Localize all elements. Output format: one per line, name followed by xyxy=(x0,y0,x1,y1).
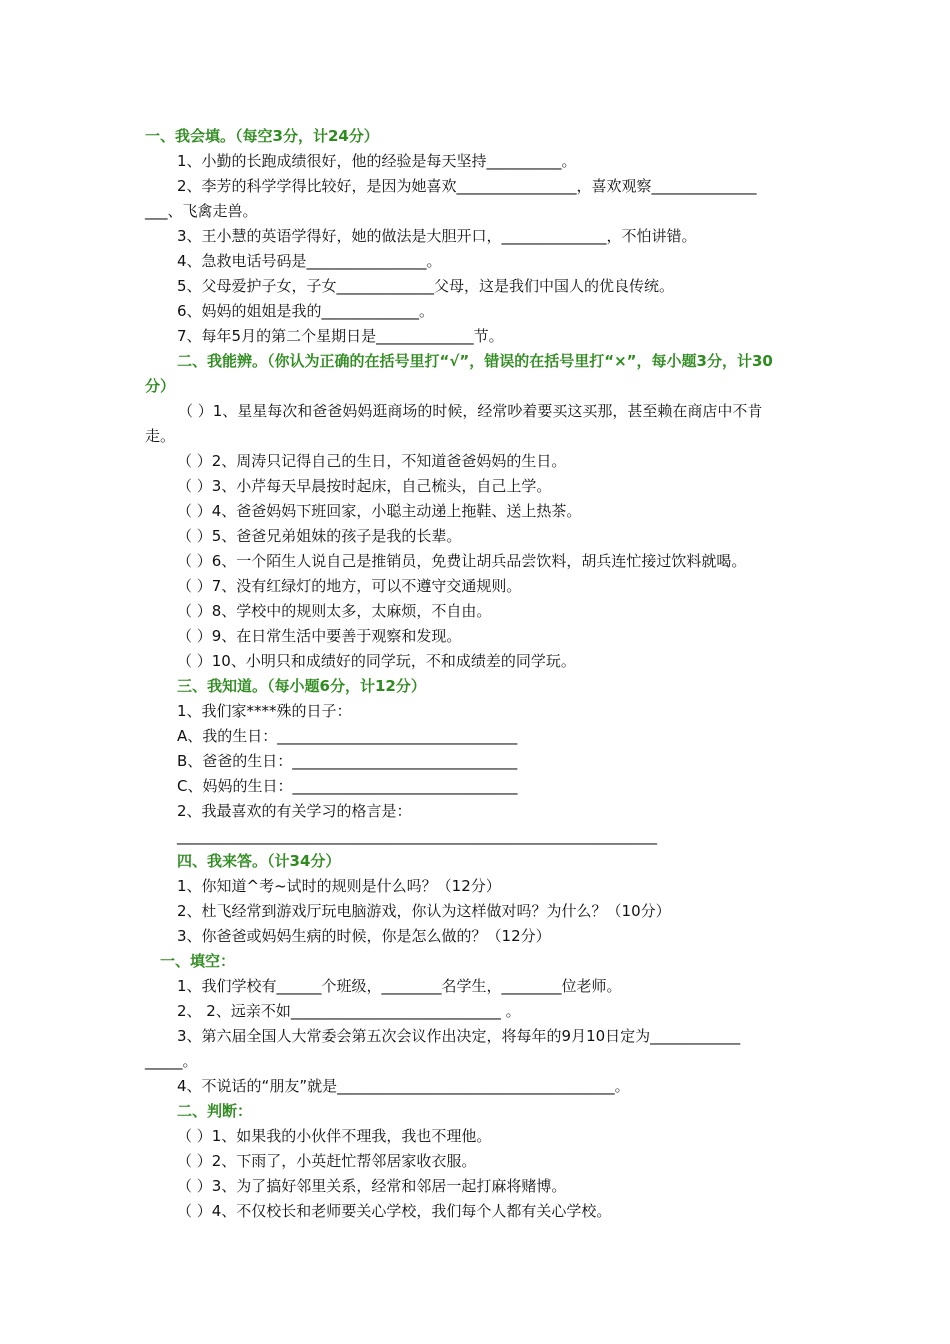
section-2-heading-line2: 分） xyxy=(145,377,176,395)
s6-q2: （ ）2、下雨了，小英赶忙帮邻居家收衣服。 xyxy=(177,1152,477,1170)
s6-q3: （ ）3、为了搞好邻里关系，经常和邻居一起打麻将赌博。 xyxy=(177,1177,567,1195)
s2-q1-line1: （ ）1、星星每次和爸爸妈妈逛商场的时候，经常吵着要买这买那，甚至赖在商店中不肯 xyxy=(178,402,763,420)
s5-q4: 4、不说话的“朋友”就是_____________________________________。 xyxy=(177,1077,630,1095)
section-6-heading: 二、判断： xyxy=(177,1102,253,1120)
s2-q3: （ ）3、小芹每天早晨按时起床，自己梳头，自己上学。 xyxy=(177,477,552,495)
s1-q2-line1: 2、李芳的科学学得比较好，是因为她喜欢________________，喜欢观察______________ xyxy=(177,177,757,195)
s5-q3-line2: _____。 xyxy=(145,1052,198,1070)
s1-q1: 1、小勤的长跑成绩很好，他的经验是每天坚持__________。 xyxy=(177,152,577,170)
s1-q5: 5、父母爱护子女，子女_____________父母，这是我们中国人的优良传统。 xyxy=(177,277,675,295)
s3-q2-answer-line: ________________________________________________________________ xyxy=(177,827,657,845)
s3-q1-c: C、妈妈的生日：______________________________ xyxy=(177,777,518,795)
s2-q7: （ ）7、没有红绿灯的地方，可以不遵守交通规则。 xyxy=(177,577,522,595)
s2-q8: （ ）8、学校中的规则太多，太麻烦，不自由。 xyxy=(177,602,492,620)
s1-q4: 4、急救电话号码是________________。 xyxy=(177,252,442,270)
s2-q5: （ ）5、爸爸兄弟姐妹的孩子是我的长辈。 xyxy=(177,527,462,545)
s5-q3-line1: 3、第六届全国人大常委会第五次会议作出决定，将每年的9月10日定为____________ xyxy=(177,1027,741,1045)
s5-q2: 2、 2、远亲不如____________________________ 。 xyxy=(177,1002,521,1020)
s2-q4: （ ）4、爸爸妈妈下班回家，小聪主动递上拖鞋、送上热茶。 xyxy=(177,502,582,520)
s1-q6: 6、妈妈的姐姐是我的_____________。 xyxy=(177,302,435,320)
section-2-heading-line1: 二、我能辨。（你认为正确的在括号里打“√”，错误的在括号里打“×”，每小题3分，计30 xyxy=(177,352,773,370)
s3-q1: 1、我们家****殊的日子： xyxy=(177,702,352,720)
section-1-heading: 一、我会填。（每空3分，计24分） xyxy=(145,127,379,145)
s2-q6: （ ）6、一个陌生人说自己是推销员，免费让胡兵品尝饮料，胡兵连忙接过饮料就喝。 xyxy=(177,552,747,570)
section-5-heading: 一、填空： xyxy=(160,952,236,970)
section-3-heading: 三、我知道。（每小题6分，计12分） xyxy=(177,677,426,695)
s2-q9: （ ）9、在日常生活中要善于观察和发现。 xyxy=(177,627,462,645)
s5-q1: 1、我们学校有______个班级，________名学生，________位老师。 xyxy=(177,977,622,995)
s1-q2-line2: ___、飞禽走兽。 xyxy=(145,202,258,220)
s3-q2: 2、我最喜欢的有关学习的格言是： xyxy=(177,802,412,820)
s3-q1-a: A、我的生日：________________________________ xyxy=(177,727,518,745)
s6-q1: （ ）1、如果我的小伙伴不理我，我也不理他。 xyxy=(177,1127,492,1145)
s4-q2: 2、杜飞经常到游戏厅玩电脑游戏，你认为这样做对吗？为什么？（10分） xyxy=(177,902,671,920)
s1-q7: 7、每年5月的第二个星期日是_____________节。 xyxy=(177,327,504,345)
s2-q1-line2: 走。 xyxy=(145,427,176,445)
s4-q3: 3、你爸爸或妈妈生病的时候，你是怎么做的？（12分） xyxy=(177,927,551,945)
s3-q1-b: B、爸爸的生日：______________________________ xyxy=(177,752,518,770)
section-4-heading: 四、我来答。（计34分） xyxy=(177,852,341,870)
s1-q3: 3、王小慧的英语学得好，她的做法是大胆开口，______________，不怕讲错。 xyxy=(177,227,697,245)
s4-q1: 1、你知道^考~试时的规则是什么吗？（12分） xyxy=(177,877,501,895)
s2-q2: （ ）2、周涛只记得自己的生日，不知道爸爸妈妈的生日。 xyxy=(177,452,567,470)
s2-q10: （ ）10、小明只和成绩好的同学玩，不和成绩差的同学玩。 xyxy=(177,652,576,670)
s6-q4: （ ）4、不仅校长和老师要关心学校，我们每个人都有关心学校。 xyxy=(177,1202,612,1220)
